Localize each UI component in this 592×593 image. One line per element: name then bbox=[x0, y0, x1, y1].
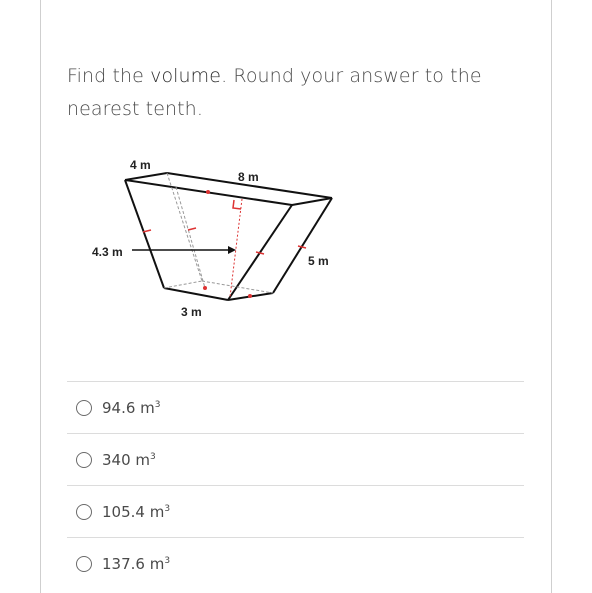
question-suffix: . Round your answer to the nearest tenth. bbox=[67, 65, 482, 120]
frustum-figure bbox=[80, 150, 380, 330]
tick-hidden bbox=[188, 228, 196, 230]
answer-option-1[interactable] bbox=[67, 381, 524, 433]
frustum-diagram bbox=[80, 150, 380, 330]
answer-option-3[interactable] bbox=[67, 485, 524, 537]
midpoint-bottom bbox=[203, 286, 207, 290]
bottom-front-edge bbox=[164, 288, 228, 300]
question-keyword: volume bbox=[150, 65, 222, 87]
answer-exponent: 3 bbox=[164, 503, 171, 514]
question-prefix: Find the bbox=[67, 65, 151, 87]
answer-exponent: 3 bbox=[150, 451, 156, 462]
top-right-edge bbox=[292, 198, 332, 205]
label-height: 4.3 m bbox=[92, 245, 123, 259]
label-top-width: 4 m bbox=[130, 158, 151, 172]
right-angle-mark bbox=[233, 200, 241, 209]
answer-value: 105.4 m bbox=[102, 502, 165, 521]
radio-button[interactable] bbox=[76, 452, 92, 468]
midpoint-bottom-right bbox=[248, 294, 252, 298]
label-slant: 5 m bbox=[308, 254, 329, 268]
answer-options bbox=[67, 381, 524, 589]
answer-exponent: 3 bbox=[154, 399, 161, 410]
radio-button[interactable] bbox=[76, 556, 92, 572]
bottom-hidden-left bbox=[164, 281, 202, 288]
answer-value: 94.6 m bbox=[102, 398, 155, 417]
label-top-length: 8 m bbox=[238, 170, 259, 184]
lateral-edge-front-left bbox=[125, 180, 164, 288]
bottom-hidden-back bbox=[202, 281, 273, 293]
answer-label bbox=[102, 555, 170, 573]
question-text bbox=[67, 60, 527, 126]
label-bottom-width: 3 m bbox=[181, 305, 202, 319]
answer-label bbox=[102, 451, 156, 469]
tick-front-right bbox=[256, 252, 264, 254]
top-left-edge bbox=[125, 173, 167, 180]
slant-height-hidden bbox=[176, 187, 205, 288]
radio-button[interactable] bbox=[76, 400, 92, 416]
answer-option-2[interactable] bbox=[67, 433, 524, 485]
midpoint-top bbox=[206, 190, 210, 194]
height-pointer-arrowhead bbox=[228, 246, 236, 254]
answer-label bbox=[102, 399, 161, 417]
answer-exponent: 3 bbox=[164, 555, 171, 566]
lateral-edge-back-right bbox=[273, 198, 332, 293]
answer-label bbox=[102, 503, 170, 521]
tick-back-right bbox=[298, 246, 306, 248]
answer-value: 340 m bbox=[102, 450, 151, 469]
answer-option-4[interactable] bbox=[67, 537, 524, 589]
radio-button[interactable] bbox=[76, 504, 92, 520]
answer-value: 137.6 m bbox=[102, 554, 165, 573]
